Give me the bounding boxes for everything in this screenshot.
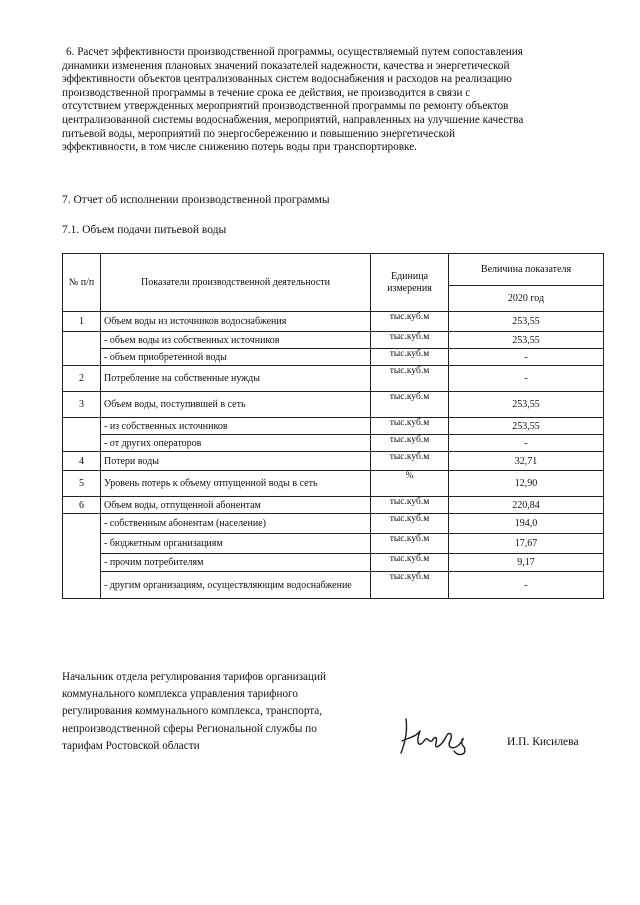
water-supply-table <box>62 253 604 599</box>
row-value: - <box>449 349 604 366</box>
row-unit: тыс.куб.м <box>371 534 449 554</box>
row-value: 220,84 <box>449 497 604 514</box>
position-line: регулирования коммунального комплекса, транспорта, <box>62 705 323 718</box>
row-indicator: - объем воды из собственных источников <box>101 332 371 349</box>
row-value: 12,90 <box>449 471 604 497</box>
row-num: 2 <box>63 366 101 392</box>
row-unit: тыс.куб.м <box>371 435 449 452</box>
row-indicator: - другим организациям, осуществляющим водоснабжение <box>101 572 371 599</box>
row-unit: тыс.куб.м <box>371 332 449 349</box>
row-indicator: Потребление на собственные нужды <box>101 366 371 392</box>
table-row <box>63 418 604 435</box>
row-indicator: - от других операторов <box>101 435 371 452</box>
row-num: 4 <box>63 452 101 471</box>
row-unit: тыс.куб.м <box>371 349 449 366</box>
row-num: 3 <box>63 392 101 418</box>
position-line: Начальник отдела регулирования тарифов организаций <box>62 671 326 683</box>
paragraph-line: централизованной системы водоснабжения, мероприятий, направленных на улучшение качества <box>62 113 524 126</box>
row-indicator: - бюджетным организациям <box>101 534 371 554</box>
paragraph-line: отсутствием утвержденных мероприятий производственной программы по ремонту объектов <box>62 100 509 113</box>
row-value: - <box>449 435 604 452</box>
paragraph-line: динамики изменения плановых значений показателей надежности, качества и энергетической <box>62 59 510 72</box>
header-unit: Единица измерения <box>371 254 449 312</box>
section-7-heading: 7. Отчет об исполнении производственной программы <box>62 194 330 206</box>
paragraph-line: эффективности объектов централизованных систем водоснабжения и расходов на реализацию <box>62 73 512 86</box>
table-row <box>63 534 604 554</box>
table-row <box>63 514 604 534</box>
row-unit: тыс.куб.м <box>371 392 449 418</box>
row-indicator: Потери воды <box>101 452 371 471</box>
header-year: 2020 год <box>449 286 604 312</box>
table-row <box>63 435 604 452</box>
handwritten-signature <box>398 711 478 759</box>
row-unit: тыс.куб.м <box>371 514 449 534</box>
table-row <box>63 349 604 366</box>
row-unit: тыс.куб.м <box>371 312 449 332</box>
paragraph-line: 6. Расчет эффективности производственной программы, осуществляемый путем сопоставления <box>66 46 523 58</box>
signatory-name: И.П. Кисилева <box>507 736 579 748</box>
table-row <box>63 332 604 349</box>
row-unit: % <box>371 471 449 497</box>
table-row <box>63 366 604 392</box>
row-indicator: - из собственных источников <box>101 418 371 435</box>
row-unit: тыс.куб.м <box>371 418 449 435</box>
header-value: Величина показателя <box>449 254 604 286</box>
table-row <box>63 312 604 332</box>
row-value: - <box>449 572 604 599</box>
row-unit: тыс.куб.м <box>371 497 449 514</box>
header-num: № п/п <box>63 254 101 312</box>
paragraph-line: производственной программы в течение срока ее действия, не производится в связи с <box>62 86 471 99</box>
paragraph-line: эффективности, в том числе снижению потерь воды при транспортировке. <box>62 141 417 154</box>
table-row <box>63 497 604 514</box>
row-num <box>63 514 101 599</box>
row-indicator: - собственным абонентам (население) <box>101 514 371 534</box>
table-row <box>63 452 604 471</box>
row-indicator: Уровень потерь к объему отпущенной воды в сеть <box>101 471 371 497</box>
row-indicator: - прочим потребителям <box>101 554 371 572</box>
position-line: непроизводственной сферы Региональной службы по <box>62 722 317 735</box>
row-indicator: - объем приобретенной воды <box>101 349 371 366</box>
row-indicator: Объем воды, поступившей в сеть <box>101 392 371 418</box>
row-indicator: Объем воды, отпущенной абонентам <box>101 497 371 514</box>
row-unit: тыс.куб.м <box>371 572 449 599</box>
row-value: 9,17 <box>449 554 604 572</box>
row-num <box>63 418 101 452</box>
table-row <box>63 554 604 572</box>
paragraph-line: питьевой воды, мероприятий по энергосбережению и повышению энергетической <box>62 127 455 140</box>
row-num: 6 <box>63 497 101 514</box>
row-unit: тыс.куб.м <box>371 554 449 572</box>
section-6-paragraph <box>62 46 602 155</box>
row-value: 253,55 <box>449 332 604 349</box>
section-7-1-heading: 7.1. Объем подачи питьевой воды <box>62 224 227 236</box>
row-value: 194,0 <box>449 514 604 534</box>
row-value: 32,71 <box>449 452 604 471</box>
row-value: 17,67 <box>449 534 604 554</box>
table-row <box>63 392 604 418</box>
row-value: 253,55 <box>449 312 604 332</box>
row-value: 253,55 <box>449 392 604 418</box>
row-num: 5 <box>63 471 101 497</box>
position-line: тарифам Ростовской области <box>62 739 200 752</box>
row-value: 253,55 <box>449 418 604 435</box>
table-row <box>63 572 604 599</box>
row-indicator: Объем воды из источников водоснабжения <box>101 312 371 332</box>
table-row <box>63 471 604 497</box>
row-unit: тыс.куб.м <box>371 366 449 392</box>
signatory-position <box>62 669 372 755</box>
row-num: 1 <box>63 312 101 332</box>
row-unit: тыс.куб.м <box>371 452 449 471</box>
row-num <box>63 332 101 366</box>
header-indicator: Показатели производственной деятельности <box>101 254 371 312</box>
row-value: - <box>449 366 604 392</box>
position-line: коммунального комплекса управления тарифного <box>62 688 298 701</box>
